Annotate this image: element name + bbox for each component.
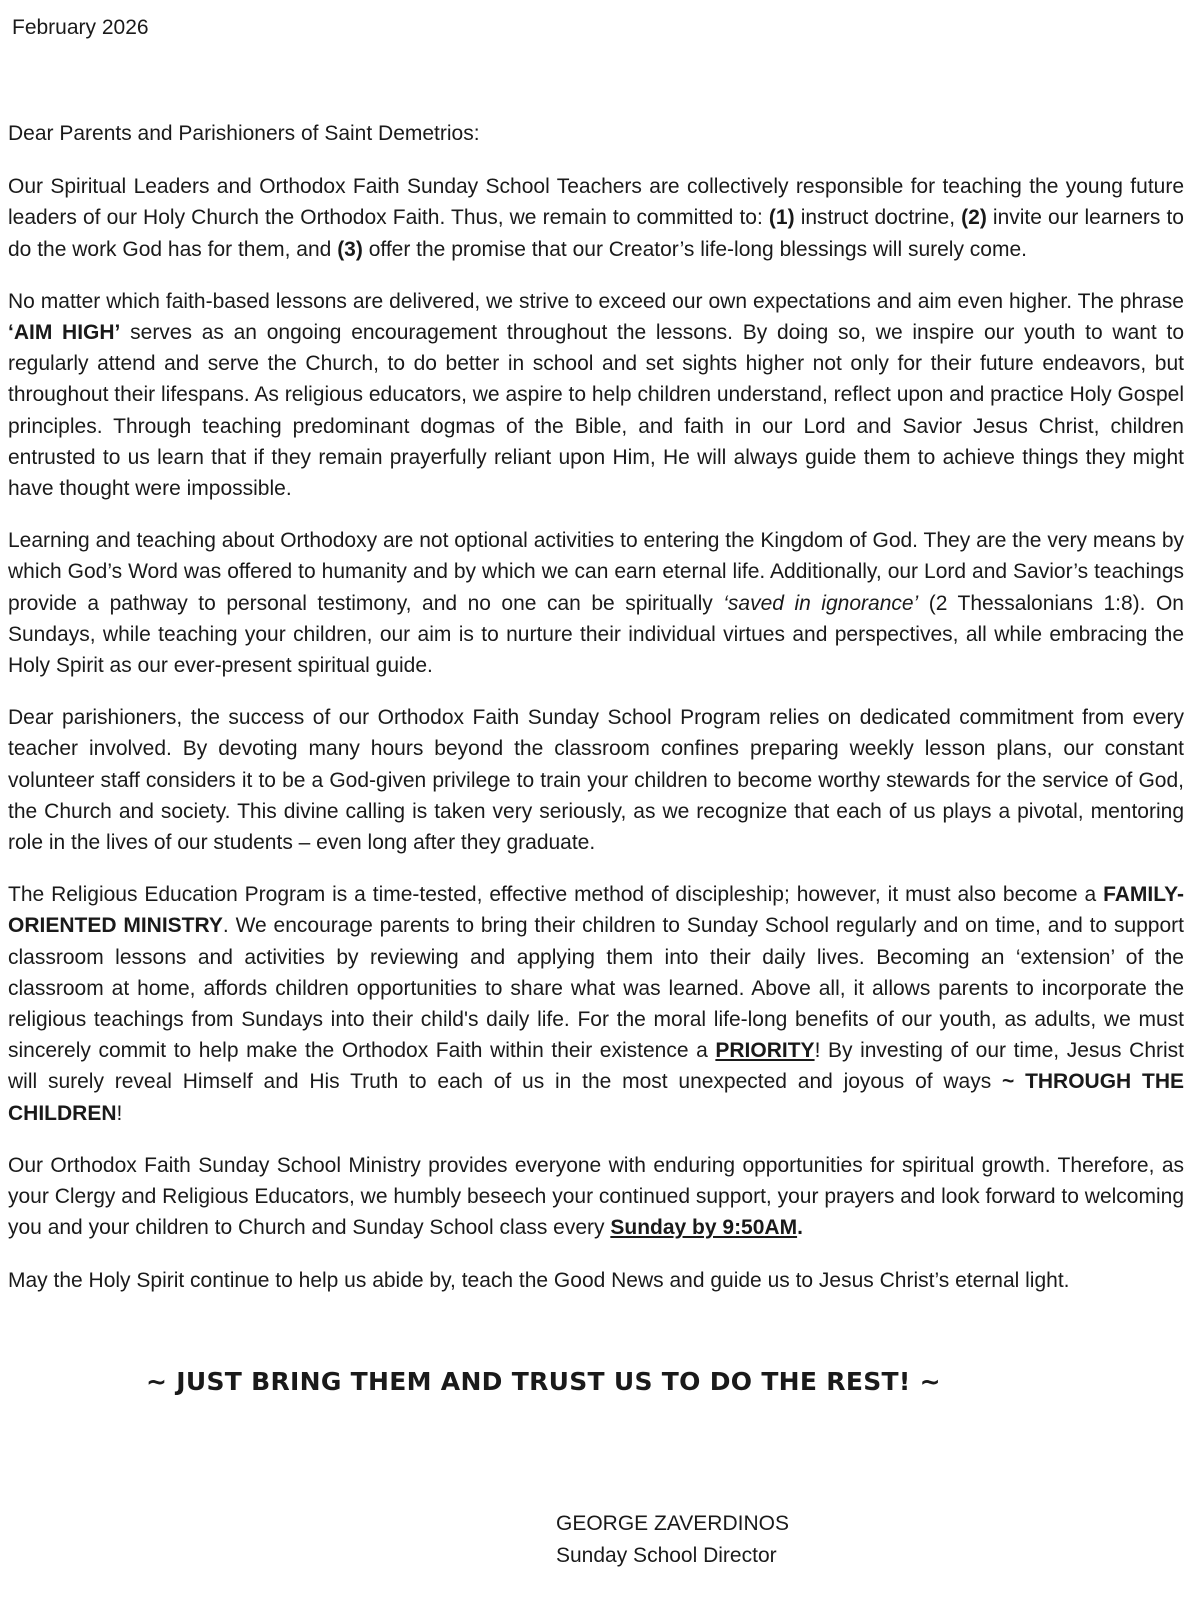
aim-high-phrase: ‘AIM HIGH’ xyxy=(8,321,121,345)
greeting: Dear Parents and Parishioners of Saint Demetrios: xyxy=(8,122,480,145)
text: No matter which faith-based lessons are delivered, we strive to exceed our own expectations and aim even higher. The phrase xyxy=(8,289,1184,313)
priority-phrase: PRIORITY xyxy=(715,1039,815,1063)
text: . We encourage parents to bring their children to Sunday School regularly and on time, and to support classroom lessons and activities by reviewing and applying them into their daily lives. Becoming an ‘extension’ of the classroom at home, affords children opportunities to share what was learned. Above all, it allows parents to incorporate the religious teachings from Sundays into their child's daily life. For the moral life-long benefits of our youth, as adults, we must sincerely commit to help make the Orthodox Faith within their existence a xyxy=(8,914,1184,1063)
paragraph-orthodoxy xyxy=(8,525,1184,681)
sunday-time: Sunday by 9:50AM xyxy=(610,1216,798,1240)
text: Learning and teaching about Orthodoxy are not optional activities to entering the Kingdom of God. They are the very means by which God’s Word was offered to humanity and by which we can earn eternal life. Additionally, our Lord and Savior’s teachings provide a pathway to personal testimony, and no one can be spiritually xyxy=(8,529,1184,615)
item-number: (2) xyxy=(961,206,987,230)
letter-body xyxy=(8,118,1184,1317)
text: The Religious Education Program is a time-tested, effective method of discipleship; however, it must also become a xyxy=(8,883,1104,907)
text: (2 Thessalonians 1:8). On Sundays, while teaching your children, our aim is to nurture their individual virtues and perspectives, all while embracing the Holy Spirit as our ever-present spiritual guide. xyxy=(8,591,1184,678)
paragraph-teachers: Dear parishioners, the success of our Orthodox Faith Sunday School Program relies on dedicated commitment from every teacher involved. By devoting many hours beyond the classroom confines preparing weekly lesson plans, our constant volunteer staff considers it to be a God-given privilege to train your children to become worthy stewards for the service of God, the Church and society. This divine calling is taken very seriously, as we recognize that each of us plays a pivotal, mentoring role in the lives of our students – even long after they graduate. xyxy=(8,706,1184,855)
item-number: (3) xyxy=(337,237,363,261)
text: serves as an ongoing encouragement throughout the lessons. By doing so, we inspire our youth to want to regularly attend and serve the Church, to do better in school and set sights higher not only for their future endeavors, but throughout their lifespans. As religious educators, we aspire to help children understand, reflect upon and practice Holy Gospel principles. Through teaching predominant dogmas of the Bible, and faith in our Lord and Savior Jesus Christ, children entrusted to us learn that if they remain prayerfully reliant upon Him, He will always guide them to achieve things they might have thought were impossible. xyxy=(8,321,1185,501)
signature-title: Sunday School Director xyxy=(556,1544,777,1567)
paragraph-support xyxy=(8,1150,1184,1244)
paragraph-blessing: May the Holy Spirit continue to help us abide by, teach the Good News and guide us to Jesus Christ’s eternal light. xyxy=(8,1268,1070,1292)
text: offer the promise that our Creator’s life-long blessings will surely come. xyxy=(362,237,1027,261)
letter-date: February 2026 xyxy=(12,16,149,39)
motto: ~ JUST BRING THEM AND TRUST US TO DO THE REST! ~ xyxy=(146,1367,941,1396)
signature-block xyxy=(556,1508,789,1572)
text: ! By investing of our time, Jesus Christ will surely reveal Himself and His Truth to each of us in the most unexpected and joyous of ways xyxy=(8,1039,1184,1094)
text: . xyxy=(797,1216,803,1240)
family-ministry-phrase: FAMILY-ORIENTED MINISTRY xyxy=(8,883,1184,938)
signature-name: GEORGE ZAVERDINOS xyxy=(556,1512,789,1535)
text: instruct doctrine, xyxy=(794,206,962,230)
text: invite our learners to do the work God has for them, and xyxy=(8,206,1184,261)
paragraph-family-ministry xyxy=(8,879,1184,1129)
item-number: (1) xyxy=(768,206,795,230)
text: ! xyxy=(116,1101,123,1125)
paragraph-teaching-mission xyxy=(8,171,1184,265)
paragraph-aim-high xyxy=(8,286,1184,504)
text: Our Orthodox Faith Sunday School Ministry provides everyone with enduring opportunities for spiritual growth. Therefore, as your Clergy and Religious Educators, we humbly beseech your continued support, your prayers and look forward to welcoming you and your children to Church and Sunday School class every xyxy=(8,1153,1184,1240)
text: Our Spiritual Leaders and Orthodox Faith Sunday School Teachers are collectively responsible for teaching the young future leaders of our Holy Church the Orthodox Faith. Thus, we remain to committed to: xyxy=(8,175,1184,230)
through-the-children-phrase: ~ THROUGH THE CHILDREN xyxy=(8,1070,1185,1125)
quote-saved-in-ignorance: ‘saved in ignorance’ xyxy=(723,591,919,615)
